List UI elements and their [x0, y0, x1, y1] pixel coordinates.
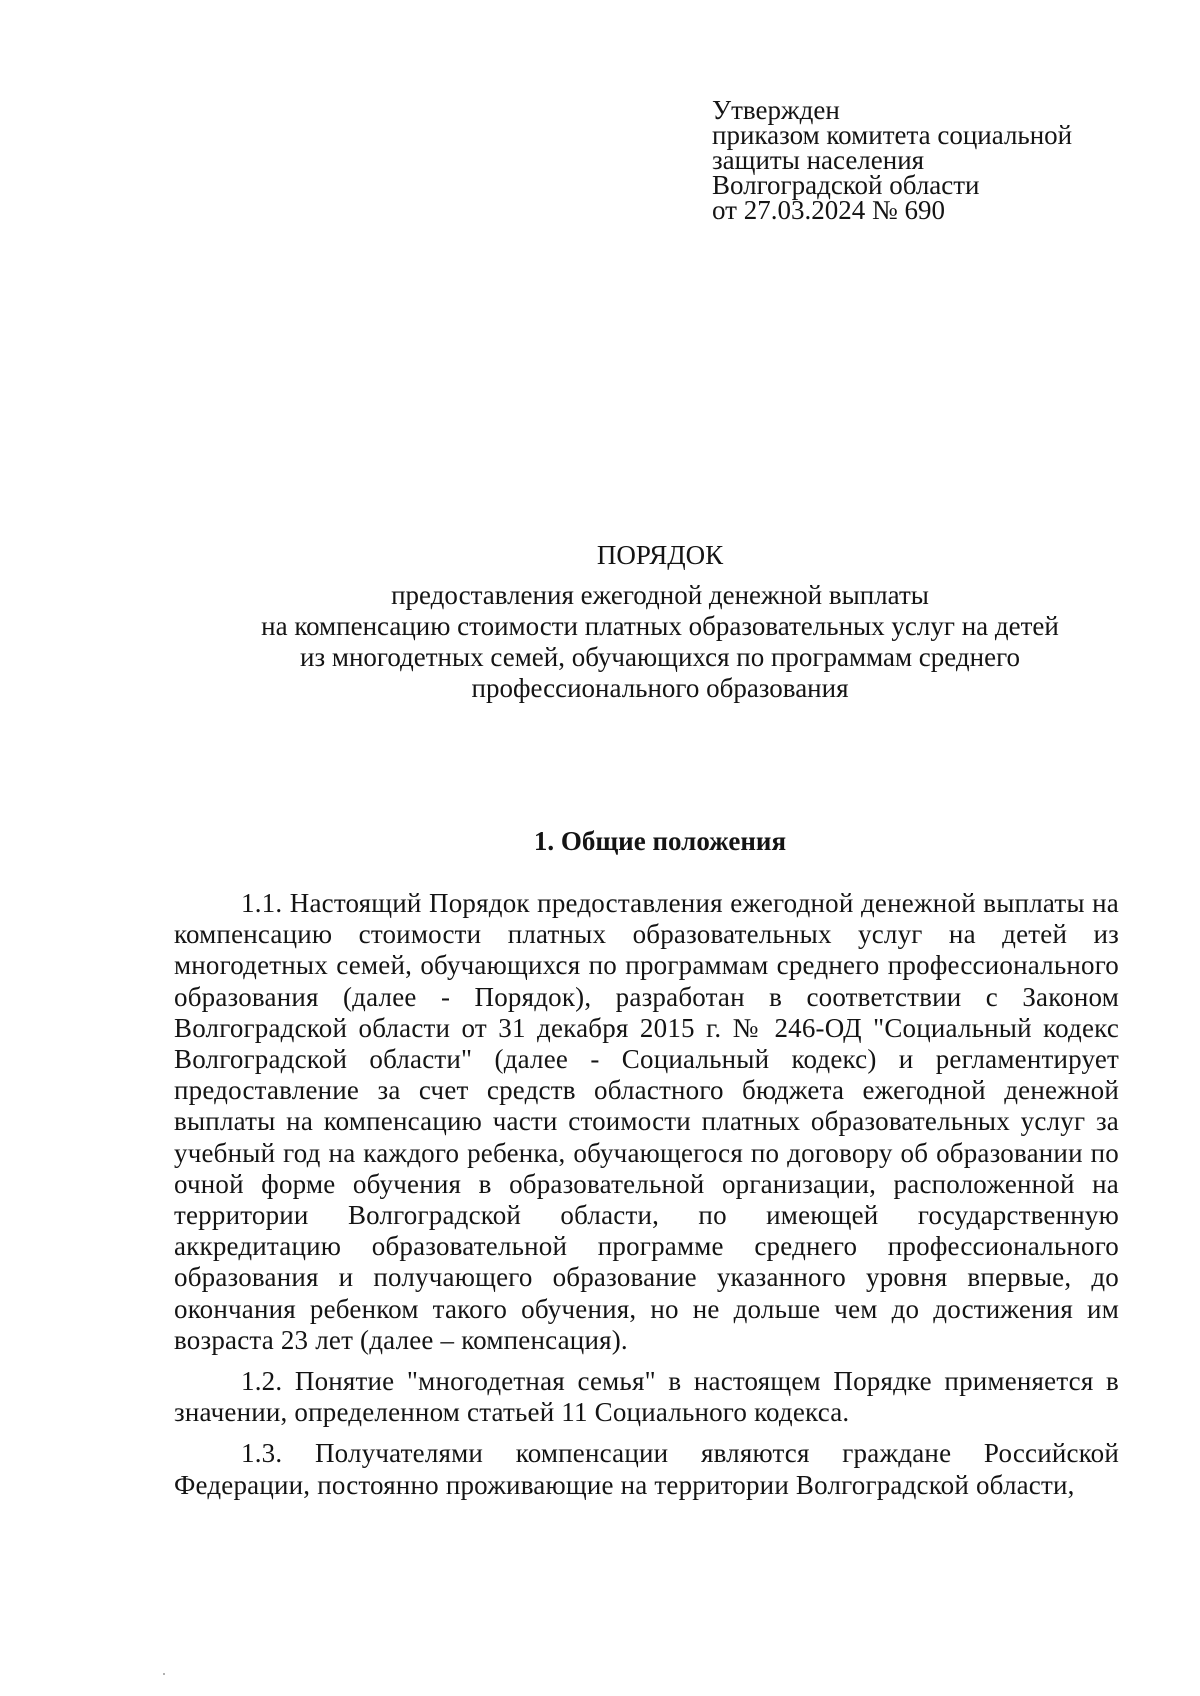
- approval-line: от 27.03.2024 № 690: [712, 195, 945, 225]
- approval-line: приказом комитета социальной: [712, 120, 1073, 150]
- document-subtitle-line: предоставления ежегодной денежной выплаты: [391, 580, 929, 610]
- document-subtitle-line: из многодетных семей, обучающихся по программам среднего: [300, 642, 1020, 672]
- scan-artifact-dot: [163, 1673, 165, 1675]
- section-body: [174, 888, 1119, 1511]
- approval-line: защиты населения: [712, 145, 925, 175]
- approval-line: Волгоградской области: [712, 170, 980, 200]
- document-title: ПОРЯДОК: [596, 540, 724, 570]
- approval-line: Утвержден: [712, 95, 840, 125]
- paragraph-1-2: 1.2. Понятие "многодетная семья" в настоящем Порядке применяется в значении, определенном статьей 11 Социального кодекса.: [174, 1366, 1119, 1428]
- document-subtitle-line: профессионального образования: [471, 673, 849, 703]
- document-title-block: [160, 540, 1160, 704]
- paragraph-1-3: 1.3. Получателями компенсации являются граждане Российской Федерации, постоянно проживающие на территории Волгоградской области,: [174, 1438, 1119, 1500]
- section-heading: 1. Общие положения: [533, 826, 787, 856]
- paragraph-1-1: 1.1. Настоящий Порядок предоставления ежегодной денежной выплаты на компенсацию стоимости платных образовательных услуг на детей из многодетных семей, обучающихся по программам среднего профессионального образования (далее - Порядок), разработан в соответствии с Законом Волгоградской области от 31 декабря 2015 г. № 246-ОД "Социальный кодекс Волгоградской области" (далее - Социальный кодекс) и регламентирует предоставление за счет средств областного бюджета ежегодной денежной выплаты на компенсацию части стоимости платных образовательных услуг за учебный год на каждого ребенка, обучающегося по договору об образовании по очной форме обучения в образовательной организации, расположенной на территории Волгоградской области, по имеющей государственную аккредитацию образовательной программе среднего профессионального образования и получающего образование указанного уровня впервые, до окончания ребенком такого обучения, но не дольше чем до достижения им возраста 23 лет (далее – компенсация).: [174, 888, 1119, 1355]
- approval-stamp: [712, 95, 1152, 225]
- document-subtitle-line: на компенсацию стоимости платных образовательных услуг на детей: [261, 611, 1059, 641]
